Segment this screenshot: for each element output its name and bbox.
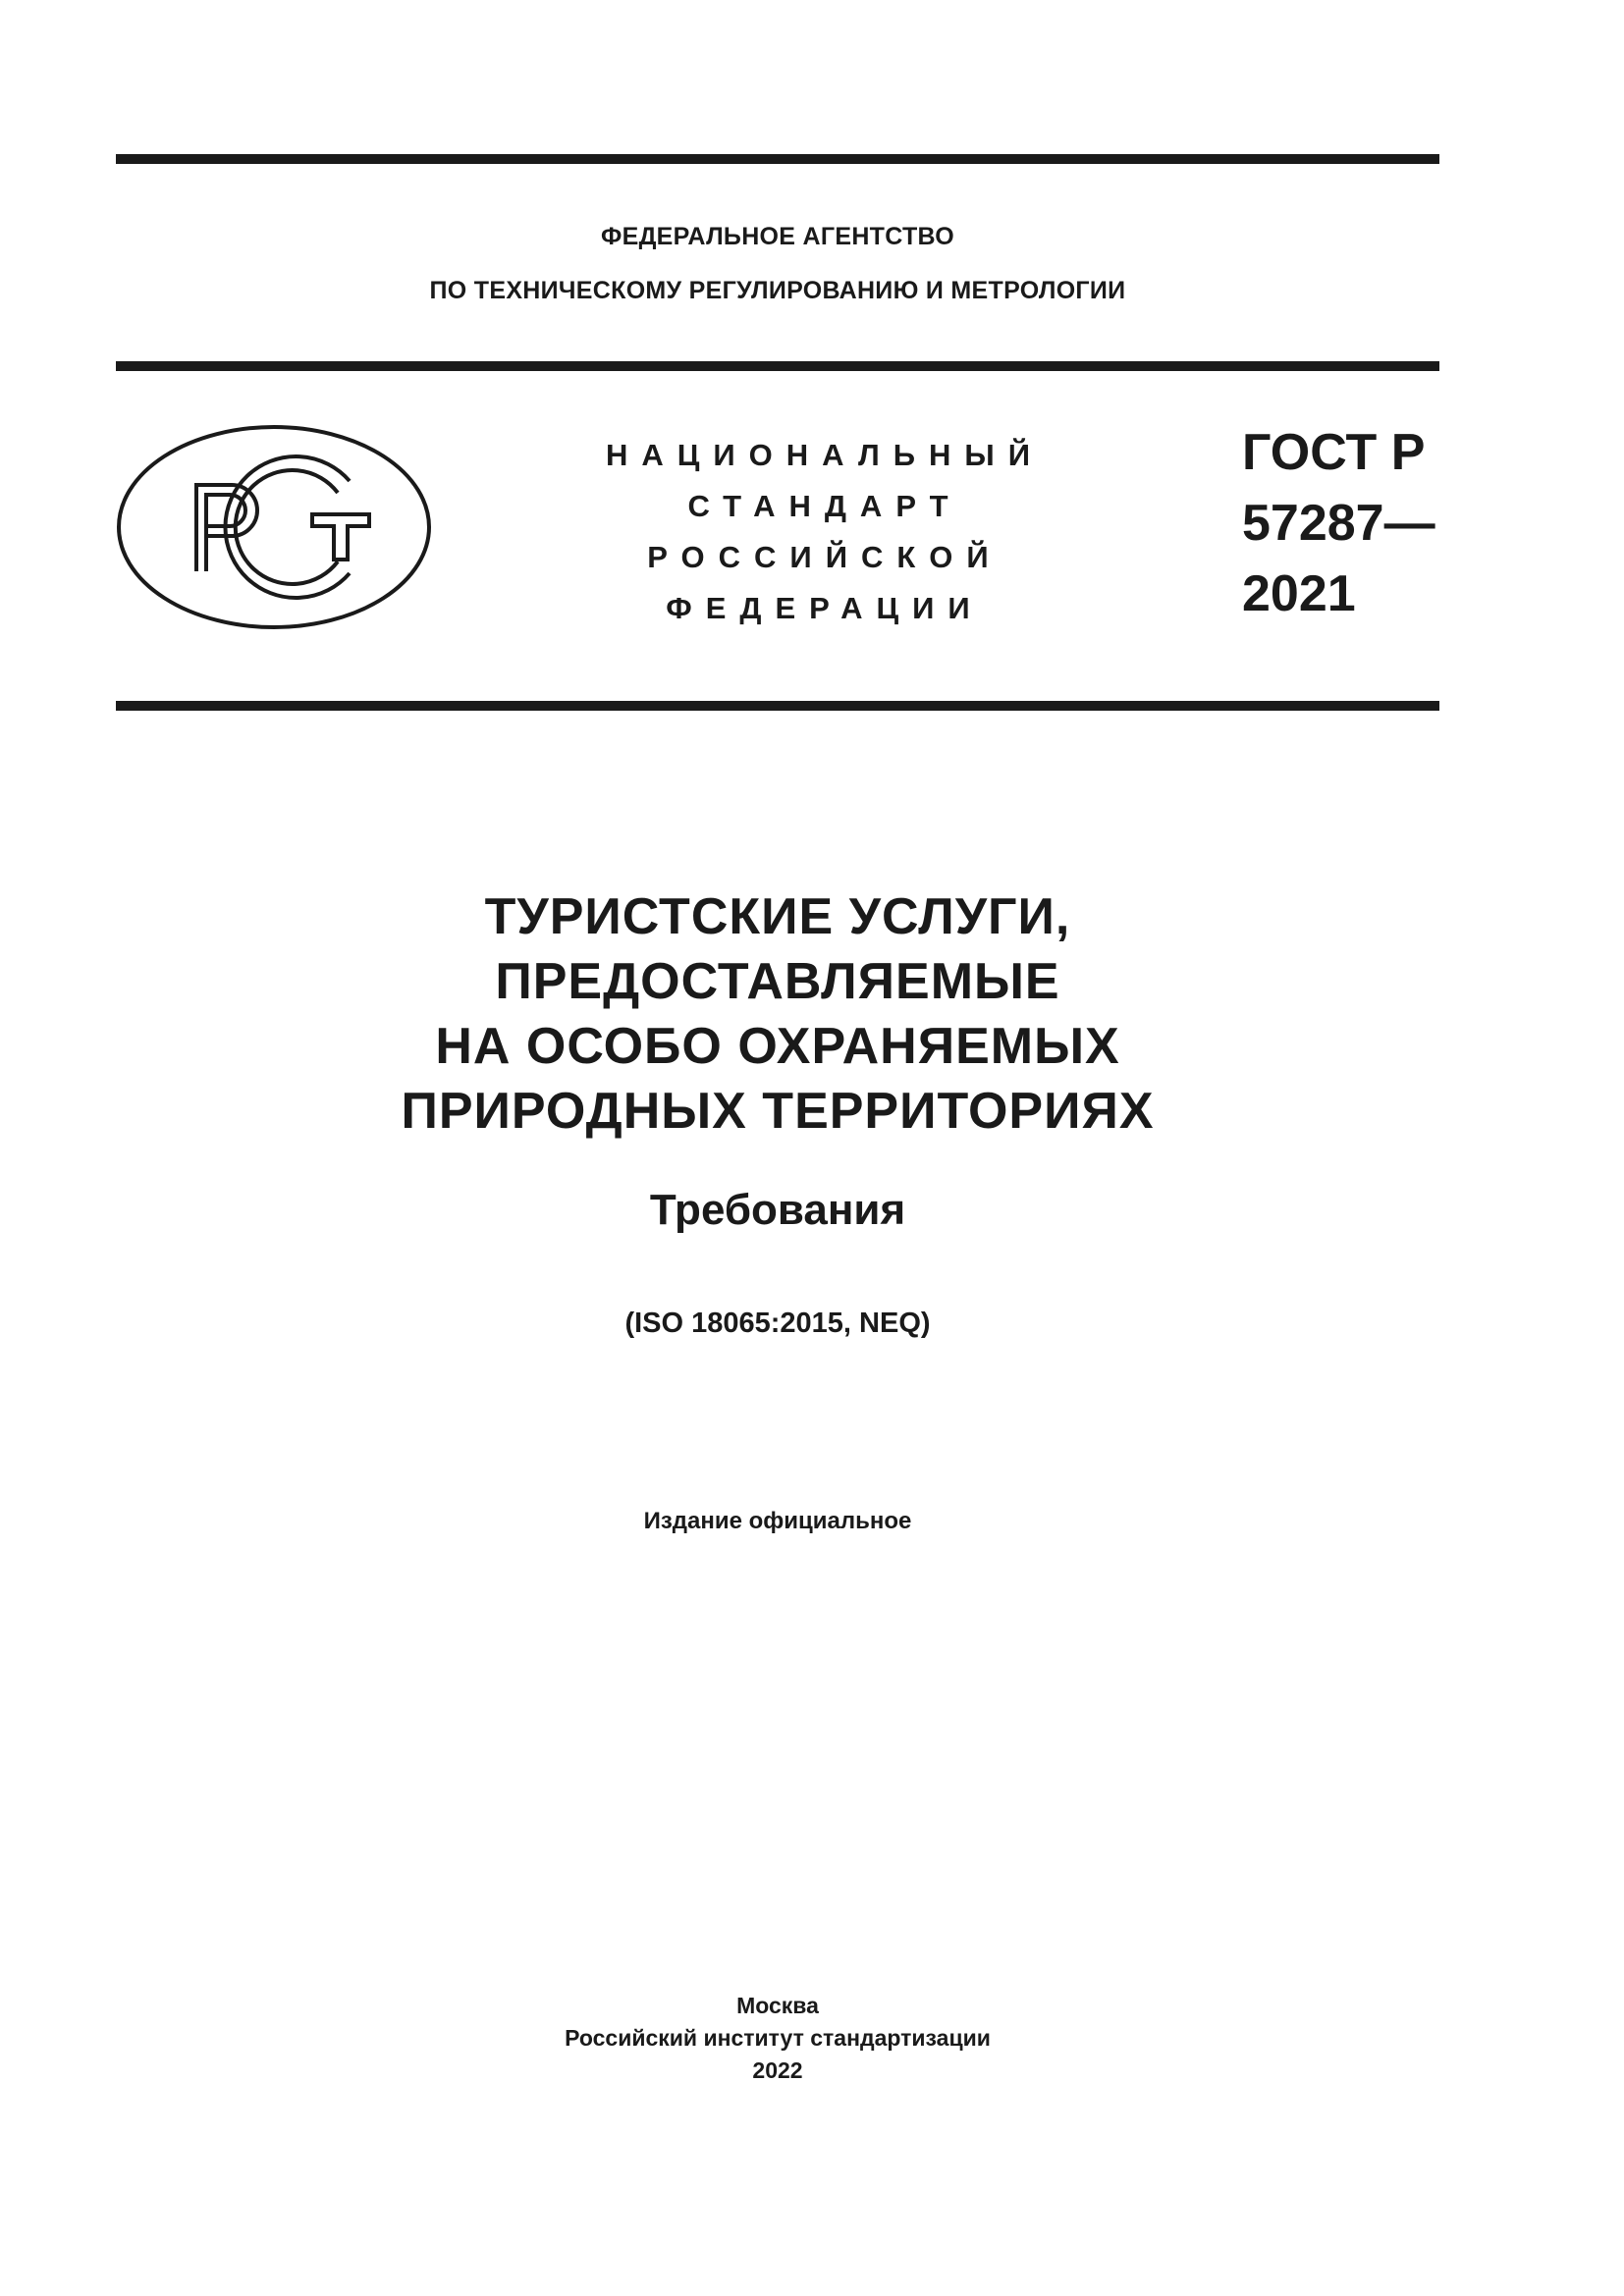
document-title-line-2: ПРЕДОСТАВЛЯЕМЫЕ [495,953,1060,1010]
standard-code-line-1: ГОСТ Р [1242,424,1426,481]
document-title-line-1: ТУРИСТСКИЕ УСЛУГИ, [484,888,1071,945]
top-rule [116,154,1439,164]
document-subtitle: Требования [649,1186,906,1234]
national-standard-line-3: РОССИЙСКОЙ [647,540,1002,574]
bottom-rule [116,701,1439,711]
middle-rule [116,361,1439,371]
footer-city: Москва [736,1993,819,2018]
edition-note: Издание официальное [643,1508,912,1534]
national-standard-line-4: ФЕДЕРАЦИИ [666,591,984,625]
standard-code-line-3: 2021 [1242,565,1356,622]
agency-line-2: ПО ТЕХНИЧЕСКОМУ РЕГУЛИРОВАНИЮ И МЕТРОЛОГИИ [429,277,1126,304]
iso-reference: (ISO 18065:2015, NEQ) [624,1308,931,1339]
national-standard-line-1: НАЦИОНАЛЬНЫЙ [605,438,1045,472]
rst-certification-mark-icon [116,424,432,630]
agency-line-1: ФЕДЕРАЛЬНОЕ АГЕНТСТВО [600,223,955,250]
standard-code-line-2: 57287— [1242,495,1435,552]
footer-publisher: Российский институт стандартизации [565,2025,991,2051]
footer-year: 2022 [752,2057,803,2083]
national-standard-line-2: СТАНДАРТ [687,489,962,523]
document-title-line-4: ПРИРОДНЫХ ТЕРРИТОРИЯХ [401,1083,1155,1140]
document-title-line-3: НА ОСОБО ОХРАНЯЕМЫХ [435,1018,1120,1075]
